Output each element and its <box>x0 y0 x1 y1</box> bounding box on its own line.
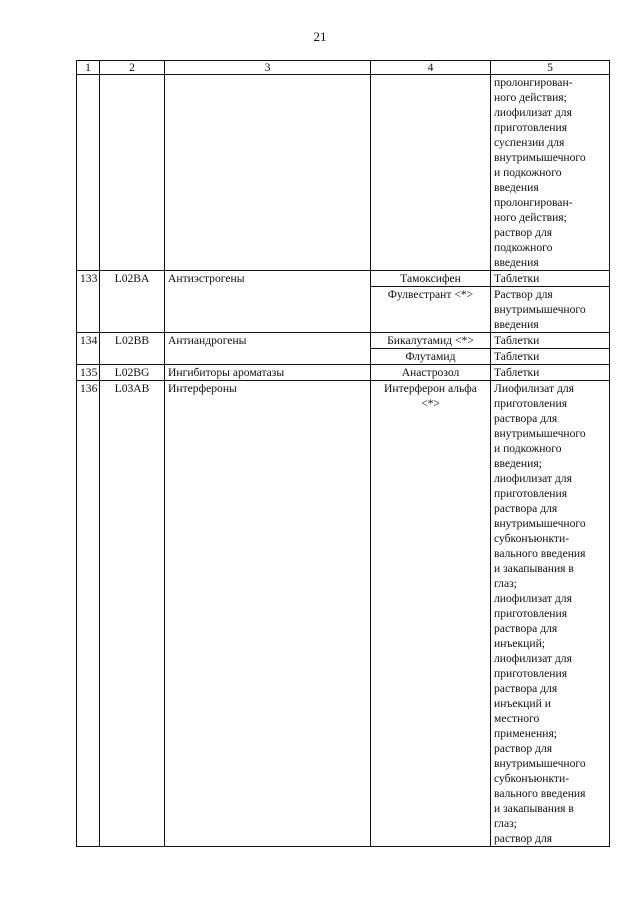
cell-line: приготовления <box>494 397 568 410</box>
drug-name <box>371 349 491 365</box>
dosage-form <box>491 333 610 349</box>
cell-line: Таблетки <box>494 366 540 379</box>
cell-line: глаз; <box>494 577 517 590</box>
cell-line: Анастрозол <box>401 366 460 379</box>
cell-line: субконъюнкти- <box>494 532 570 545</box>
dosage-form <box>491 271 610 287</box>
column-header: 1 <box>77 61 100 75</box>
cell-line: и подкожного <box>494 442 562 455</box>
cell-line: лиофилизат для <box>494 106 572 119</box>
cell-line: лиофилизат для <box>494 592 572 605</box>
row-number <box>77 75 100 271</box>
cell-line: раствор для <box>494 832 553 845</box>
cell-line: лиофилизат для <box>494 472 572 485</box>
row-number: 136 <box>77 381 100 847</box>
cell-line: Фулвестрант <*> <box>387 288 474 301</box>
drug-name <box>371 287 491 333</box>
cell-line: применения; <box>494 727 558 740</box>
drug-group <box>165 75 371 271</box>
cell-line: Раствор для <box>494 288 553 301</box>
cell-line: подкожного <box>494 241 553 254</box>
table-header-row <box>77 61 610 75</box>
cell-line: вального введения <box>494 547 586 560</box>
drug-name <box>371 381 491 847</box>
cell-line: субконъюнкти- <box>494 772 570 785</box>
cell-line: раствор для <box>494 742 553 755</box>
cell-line: раствора для <box>494 622 558 635</box>
cell-line: ного действия; <box>494 211 567 224</box>
cell-line: лиофилизат для <box>494 652 572 665</box>
drug-group: Ингибиторы ароматазы <box>165 365 371 381</box>
cell-line: и закапывания в <box>494 562 574 575</box>
cell-line: <*> <box>421 397 440 410</box>
drug-table <box>76 60 610 847</box>
cell-line: внутримышечного <box>494 757 586 770</box>
row-number: 135 <box>77 365 100 381</box>
atc-code: L02BB <box>100 333 165 365</box>
cell-line: раствора для <box>494 682 558 695</box>
cell-line: инъекций; <box>494 637 546 650</box>
row-number: 133 <box>77 271 100 333</box>
cell-line: раствор для <box>494 226 553 239</box>
atc-code: L03AB <box>100 381 165 847</box>
dosage-form <box>491 381 610 847</box>
dosage-form <box>491 287 610 333</box>
cell-line: глаз; <box>494 817 517 830</box>
cell-line: внутримышечного <box>494 427 586 440</box>
cell-line: введения <box>494 181 539 194</box>
cell-line: вального введения <box>494 787 586 800</box>
cell-line: приготовления <box>494 487 568 500</box>
table-row <box>77 381 610 847</box>
drug-name <box>371 271 491 287</box>
cell-line: Таблетки <box>494 272 540 285</box>
drug-name <box>371 75 491 271</box>
cell-line: введения <box>494 318 539 331</box>
cell-line: Лиофилизат для <box>494 382 574 395</box>
cell-line: Бикалутамид <*> <box>387 334 474 347</box>
cell-line: и подкожного <box>494 166 562 179</box>
cell-line: Таблетки <box>494 350 540 363</box>
cell-line: Таблетки <box>494 334 540 347</box>
cell-line: введения; <box>494 457 542 470</box>
drug-name <box>371 333 491 349</box>
row-number: 134 <box>77 333 100 365</box>
atc-code: L02BG <box>100 365 165 381</box>
atc-code: L02BA <box>100 271 165 333</box>
table-row <box>77 365 610 381</box>
cell-line: раствора для <box>494 502 558 515</box>
drug-group: Интерфероны <box>165 381 371 847</box>
cell-line: Интерферон альфа <box>384 382 477 395</box>
drug-name <box>371 365 491 381</box>
cell-line: раствора для <box>494 412 558 425</box>
drug-group: Антиэстрогены <box>165 271 371 333</box>
column-header: 3 <box>165 61 371 75</box>
dosage-form <box>491 349 610 365</box>
column-header: 4 <box>371 61 491 75</box>
cell-line: введения <box>494 256 539 269</box>
drug-group: Антиандрогены <box>165 333 371 365</box>
cell-line: Тамоксифен <box>400 272 461 285</box>
cell-line: пролонгирован- <box>494 76 573 89</box>
table-row <box>77 271 610 287</box>
cell-line: внутримышечного <box>494 303 586 316</box>
atc-code <box>100 75 165 271</box>
cell-line: внутримышечного <box>494 151 586 164</box>
column-header: 5 <box>491 61 610 75</box>
cell-line: приготовления <box>494 121 568 134</box>
cell-line: и закапывания в <box>494 802 574 815</box>
table-row <box>77 75 610 271</box>
dosage-form <box>491 365 610 381</box>
cell-line: суспензии для <box>494 136 565 149</box>
column-header: 2 <box>100 61 165 75</box>
cell-line: инъекций и <box>494 697 551 710</box>
cell-line: приготовления <box>494 667 568 680</box>
dosage-form <box>491 75 610 271</box>
cell-line: местного <box>494 712 540 725</box>
cell-line: ного действия; <box>494 91 567 104</box>
cell-line: Флутамид <box>405 350 456 363</box>
cell-line: внутримышечного <box>494 517 586 530</box>
page-number: 21 <box>313 29 327 44</box>
table-row <box>77 333 610 349</box>
cell-line: приготовления <box>494 607 568 620</box>
cell-line: пролонгирован- <box>494 196 573 209</box>
